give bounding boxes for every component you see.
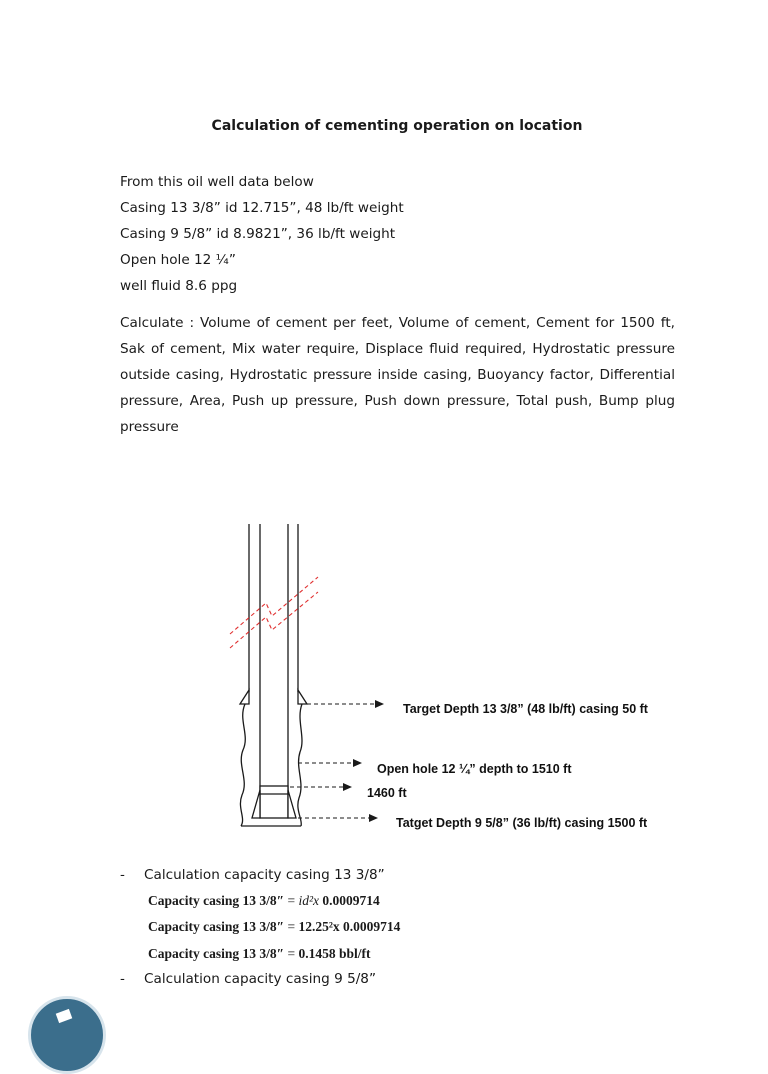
formula-line [148, 946, 370, 962]
formula-eq: = [287, 893, 296, 908]
intro-line: Casing 13 3/8” id 12.715”, 48 lb/ft weight [120, 200, 404, 216]
formula-line [148, 919, 400, 935]
intro-line: From this oil well data below [120, 174, 314, 190]
open-hole-left-wall [240, 704, 245, 826]
shoe-right [298, 690, 307, 704]
break-line-upper [230, 577, 318, 634]
label-1460: 1460 ft [367, 786, 407, 800]
formula-eq: = [287, 919, 296, 934]
intro-line: Open hole 12 ¼” [120, 252, 236, 268]
arrow-head [353, 759, 362, 767]
bullet-dash: - [120, 971, 125, 987]
calc-heading-text: Calculation capacity casing 9 5/8” [144, 971, 376, 987]
question-paragraph: Calculate : Volume of cement per feet, Volume of cement, Cement for 1500 ft, Sak of cement, Mix water require, Displace fluid required, Hydrostatic pressure outside casing, Hydrostatic pressure inside casing, Buoyancy factor, Differential pressure, Area, Push up pressure, Push down pressure, Total push, Bump plug pressure [120, 315, 675, 435]
formula-rhs: 0.0009714 [322, 893, 380, 908]
arrow-head [375, 700, 384, 708]
calc-heading-13 [120, 867, 385, 883]
bullet-dash: - [120, 867, 125, 883]
intro-line: Casing 9 5/8” id 8.9821”, 36 lb/ft weight [120, 226, 396, 242]
intro-line: well fluid 8.6 ppg [120, 278, 238, 294]
arrow-head [369, 814, 378, 822]
formula-rhs: 12.25²x 0.0009714 [298, 919, 401, 934]
formula-var: id²x [298, 893, 320, 908]
formula-lhs: Capacity casing 13 3/8″ [148, 893, 285, 908]
shoe-9-left [252, 790, 260, 818]
label-target-depth-9: Tatget Depth 9 5/8” (36 lb/ft) casing 1500 ft [396, 816, 648, 830]
logo-badge[interactable] [28, 996, 106, 1074]
document-title: Calculation of cementing operation on location [211, 118, 583, 134]
calc-heading-9 [120, 971, 376, 987]
calc-heading-text: Calculation capacity casing 13 3/8” [144, 867, 385, 883]
break-line-lower [230, 592, 318, 648]
label-open-hole: Open hole 12 ¼” depth to 1510 ft [377, 762, 572, 776]
arrow-head [343, 783, 352, 791]
shoe-9-right [288, 790, 296, 818]
float-shoe [260, 786, 288, 818]
formula-rhs: 0.1458 bbl/ft [298, 946, 371, 961]
formula-line [148, 893, 380, 909]
label-target-depth-13: Target Depth 13 3/8” (48 lb/ft) casing 50 ft [403, 702, 648, 716]
open-hole-right-wall [298, 704, 302, 826]
formula-lhs: Capacity casing 13 3/8″ [148, 946, 285, 961]
formula-eq: = [287, 946, 296, 961]
logo-mark-icon [56, 1009, 73, 1023]
shoe-left [240, 690, 249, 704]
formula-lhs: Capacity casing 13 3/8″ [148, 919, 285, 934]
